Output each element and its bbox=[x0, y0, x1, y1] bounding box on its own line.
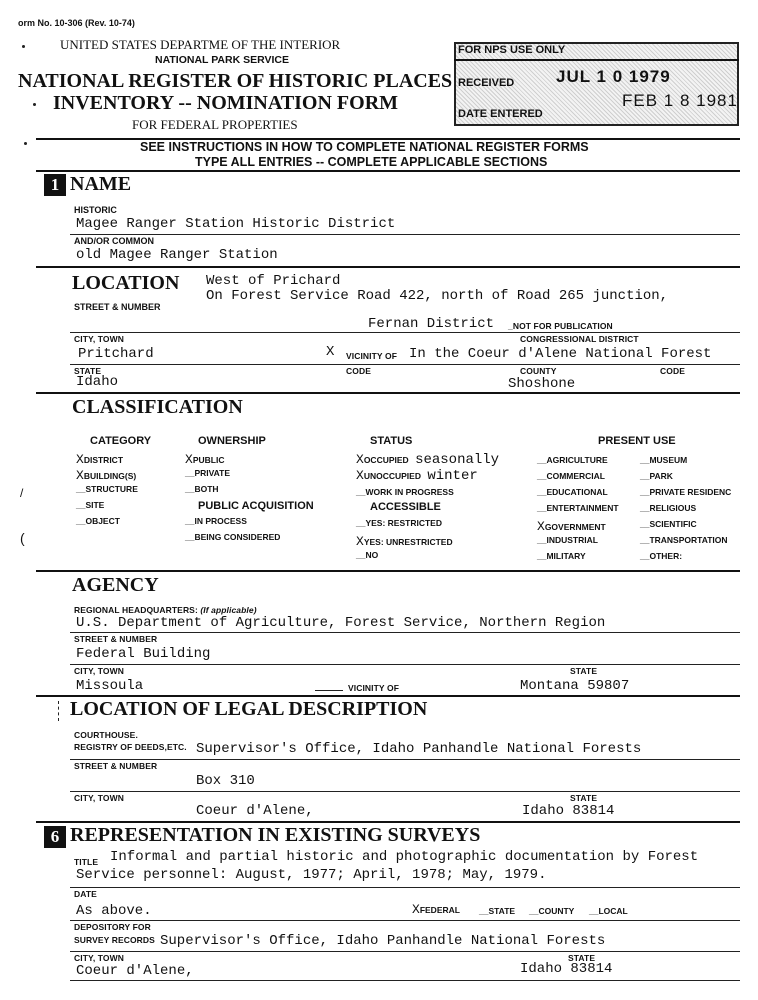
use-other: __OTHER: bbox=[640, 551, 683, 561]
margin-mark: / bbox=[20, 486, 24, 500]
section-rule bbox=[36, 266, 740, 268]
congressional-district-label: CONGRESSIONAL DISTRICT bbox=[520, 334, 639, 344]
code-label: CODE bbox=[346, 366, 371, 376]
legal-state-value: Idaho 83814 bbox=[522, 803, 615, 819]
section-heading-surveys: REPRESENTATION IN EXISTING SURVEYS bbox=[70, 824, 481, 846]
present-use-column1 bbox=[537, 455, 619, 567]
rule bbox=[70, 791, 740, 792]
use-scientific: __SCIENTIFIC bbox=[640, 519, 697, 529]
agency-vicinity-label: VICINITY OF bbox=[348, 683, 400, 693]
form-title-line1: NATIONAL REGISTER OF HISTORIC PLACES bbox=[18, 70, 453, 92]
category-object: __OBJECT bbox=[76, 516, 120, 526]
use-religious: __RELIGIOUS bbox=[640, 503, 697, 513]
received-label: RECEIVED bbox=[458, 77, 515, 89]
survey-level-county: __COUNTY bbox=[529, 906, 575, 916]
common-name-value: old Magee Ranger Station bbox=[76, 247, 278, 263]
status-occupied: XOCCUPIED seasonally bbox=[356, 452, 500, 468]
legal-city-label: CITY, TOWN bbox=[74, 793, 124, 803]
accessible-restricted: __YES: RESTRICTED bbox=[356, 518, 442, 528]
present-use-heading: PRESENT USE bbox=[598, 435, 676, 447]
accessible-options bbox=[356, 518, 453, 566]
use-educational: __EDUCATIONAL bbox=[537, 487, 608, 497]
form-title-line2: INVENTORY -- NOMINATION FORM bbox=[53, 92, 399, 114]
use-private-residence: __PRIVATE RESIDENC bbox=[640, 487, 732, 497]
rule bbox=[70, 759, 740, 760]
section-heading-legal-description: LOCATION OF LEGAL DESCRIPTION bbox=[70, 698, 428, 720]
nps-only-label: FOR NPS USE ONLY bbox=[458, 44, 566, 56]
state-label: STATE bbox=[74, 366, 102, 376]
vicinity-value: In the Coeur d'Alene National Forest bbox=[409, 346, 712, 362]
county-label: COUNTY bbox=[520, 366, 557, 376]
historic-name-value: Magee Ranger Station Historic District bbox=[76, 216, 396, 232]
section-number-badge: 6 bbox=[44, 826, 66, 848]
for-federal-properties: FOR FEDERAL PROPERTIES bbox=[132, 117, 298, 132]
city-value: Pritchard bbox=[78, 346, 154, 362]
survey-level-state: __STATE bbox=[479, 906, 516, 916]
agency-city-label: CITY, TOWN bbox=[74, 666, 124, 676]
not-for-publication: _NOT FOR PUBLICATION bbox=[508, 321, 613, 331]
survey-title-line1: Informal and partial historic and photographic documentation by Forest bbox=[110, 849, 699, 865]
use-industrial: __INDUSTRIAL bbox=[537, 535, 598, 545]
section-number-badge: 1 bbox=[44, 174, 66, 196]
use-entertainment: __ENTERTAINMENT bbox=[537, 503, 619, 513]
historic-label: HISTORIC bbox=[74, 205, 117, 215]
acquisition-options bbox=[185, 516, 280, 548]
depository-state-value: Idaho 83814 bbox=[520, 961, 613, 977]
survey-level-local: __LOCAL bbox=[589, 906, 628, 916]
section-rule bbox=[36, 695, 740, 697]
use-agriculture: __AGRICULTURE bbox=[537, 455, 608, 465]
rule bbox=[70, 980, 740, 981]
agency-street-value: Federal Building bbox=[76, 646, 211, 662]
rule bbox=[70, 234, 740, 235]
form-number: orm No. 10-306 (Rev. 10-74) bbox=[18, 18, 135, 28]
use-transportation: __TRANSPORTATION bbox=[640, 535, 728, 545]
agency-state-label: STATE bbox=[570, 666, 598, 676]
depository-value: Supervisor's Office, Idaho Panhandle National Forests bbox=[160, 933, 606, 949]
depository-label-line1: DEPOSITORY FOR bbox=[74, 922, 151, 932]
regional-hq-label: REGIONAL HEADQUARTERS: (If applicable) bbox=[74, 605, 257, 615]
street-label: STREET & NUMBER bbox=[74, 302, 161, 312]
acquisition-being-considered: __BEING CONSIDERED bbox=[185, 532, 281, 542]
agency-state-value: Montana 59807 bbox=[520, 678, 630, 694]
use-park: __PARK bbox=[640, 471, 673, 481]
rule bbox=[70, 887, 740, 888]
rule bbox=[70, 951, 740, 952]
status-heading: STATUS bbox=[370, 435, 413, 447]
section-heading-name: NAME bbox=[70, 173, 132, 195]
ownership-both: __BOTH bbox=[185, 484, 219, 494]
legal-state-label: STATE bbox=[570, 793, 598, 803]
use-government: XGOVERNMENT bbox=[537, 519, 606, 534]
ownership-options bbox=[185, 452, 230, 500]
accessible-no: __NO bbox=[356, 550, 379, 560]
vicinity-check: X bbox=[326, 344, 335, 360]
survey-title-line2: Service personnel: August, 1977; April, 1978; May, 1979. bbox=[76, 867, 547, 883]
street-line1: West of Prichard bbox=[206, 273, 341, 289]
status-unoccupied: XUNOCCUPIED winter bbox=[356, 468, 478, 484]
category-district: XDISTRICT bbox=[76, 452, 124, 467]
status-work-in-progress: __WORK IN PROGRESS bbox=[356, 487, 454, 497]
use-military: __MILITARY bbox=[537, 551, 586, 561]
courthouse-label: COURTHOUSE. bbox=[74, 730, 138, 740]
legal-city-value: Coeur d'Alene, bbox=[196, 803, 314, 819]
common-label: AND/OR COMMON bbox=[74, 236, 154, 246]
category-structure: __STRUCTURE bbox=[76, 484, 138, 494]
legal-street-label: STREET & NUMBER bbox=[74, 761, 158, 771]
vicinity-label: VICINITY OF bbox=[346, 351, 398, 361]
speck bbox=[33, 103, 36, 106]
acquisition-in-process: __IN PROCESS bbox=[185, 516, 247, 526]
agency-city-value: Missoula bbox=[76, 678, 144, 694]
present-use-column2 bbox=[640, 455, 731, 567]
instructions-line2: TYPE ALL ENTRIES -- COMPLETE APPLICABLE SECTIONS bbox=[195, 155, 548, 169]
ownership-private: __PRIVATE bbox=[185, 468, 231, 478]
agency-street-label: STREET & NUMBER bbox=[74, 634, 158, 644]
rule bbox=[70, 664, 740, 665]
district-value: Fernan District bbox=[368, 316, 495, 332]
category-site: __SITE bbox=[76, 500, 105, 510]
rule bbox=[70, 364, 740, 365]
stamp-divider bbox=[454, 59, 739, 61]
registry-label: REGISTRY OF DEEDS,ETC. bbox=[74, 742, 187, 752]
section-rule bbox=[36, 392, 740, 394]
vicinity-blank bbox=[315, 690, 343, 691]
section-rule bbox=[36, 570, 740, 572]
city-label: CITY, TOWN bbox=[74, 334, 124, 344]
instructions-rule bbox=[36, 170, 740, 172]
category-options bbox=[76, 452, 138, 532]
service-name: NATIONAL PARK SERVICE bbox=[155, 54, 289, 66]
margin-mark: ( bbox=[20, 530, 25, 546]
use-museum: __MUSEUM bbox=[640, 455, 688, 465]
section-rule bbox=[36, 821, 740, 823]
survey-level-federal: XFEDERAL bbox=[412, 902, 460, 917]
registry-value: Supervisor's Office, Idaho Panhandle National Forests bbox=[196, 741, 642, 757]
speck bbox=[22, 45, 25, 48]
date-entered-stamp: FEB 1 8 1981 bbox=[622, 91, 738, 110]
category-heading: CATEGORY bbox=[90, 435, 152, 447]
department-name: UNITED STATES DEPARTME OF THE INTERIOR bbox=[60, 37, 341, 52]
ownership-heading: OWNERSHIP bbox=[198, 435, 266, 447]
ownership-public: XPUBLIC bbox=[185, 452, 225, 467]
accessible-unrestricted: XYES: UNRESTRICTED bbox=[356, 534, 453, 549]
margin-mark bbox=[58, 701, 59, 721]
depository-label-line2: SURVEY RECORDS bbox=[74, 935, 155, 945]
survey-date-label: DATE bbox=[74, 889, 97, 899]
accessible-heading: ACCESSIBLE bbox=[370, 501, 441, 513]
speck bbox=[24, 142, 27, 145]
rule bbox=[70, 920, 740, 921]
legal-street-value: Box 310 bbox=[196, 773, 255, 789]
section-heading-location: LOCATION bbox=[72, 272, 180, 294]
use-commercial: __COMMERCIAL bbox=[537, 471, 606, 481]
received-date-stamp: JUL 1 0 1979 bbox=[556, 67, 671, 86]
date-entered-label: DATE ENTERED bbox=[458, 108, 543, 120]
rule bbox=[70, 632, 740, 633]
survey-title-label: TITLE bbox=[74, 857, 99, 867]
section-heading-agency: AGENCY bbox=[72, 574, 159, 596]
street-line2: On Forest Service Road 422, north of Road 265 junction, bbox=[206, 288, 669, 304]
depository-city-label: CITY, TOWN bbox=[74, 953, 124, 963]
public-acquisition-heading: PUBLIC ACQUISITION bbox=[198, 500, 314, 512]
county-value: Shoshone bbox=[508, 376, 576, 392]
section-heading-classification: CLASSIFICATION bbox=[72, 396, 243, 418]
instructions-line1: SEE INSTRUCTIONS IN HOW TO COMPLETE NATIONAL REGISTER FORMS bbox=[140, 140, 589, 154]
state-value: Idaho bbox=[76, 374, 119, 390]
code-label: CODE bbox=[660, 366, 685, 376]
category-buildings: XBUILDING(S) bbox=[76, 468, 137, 483]
depository-city-value: Coeur d'Alene, bbox=[76, 963, 194, 979]
rule bbox=[70, 332, 740, 333]
regional-hq-value: U.S. Department of Agriculture, Forest Service, Northern Region bbox=[76, 615, 606, 631]
survey-date-value: As above. bbox=[76, 903, 152, 919]
depository-state-label: STATE bbox=[568, 953, 596, 963]
